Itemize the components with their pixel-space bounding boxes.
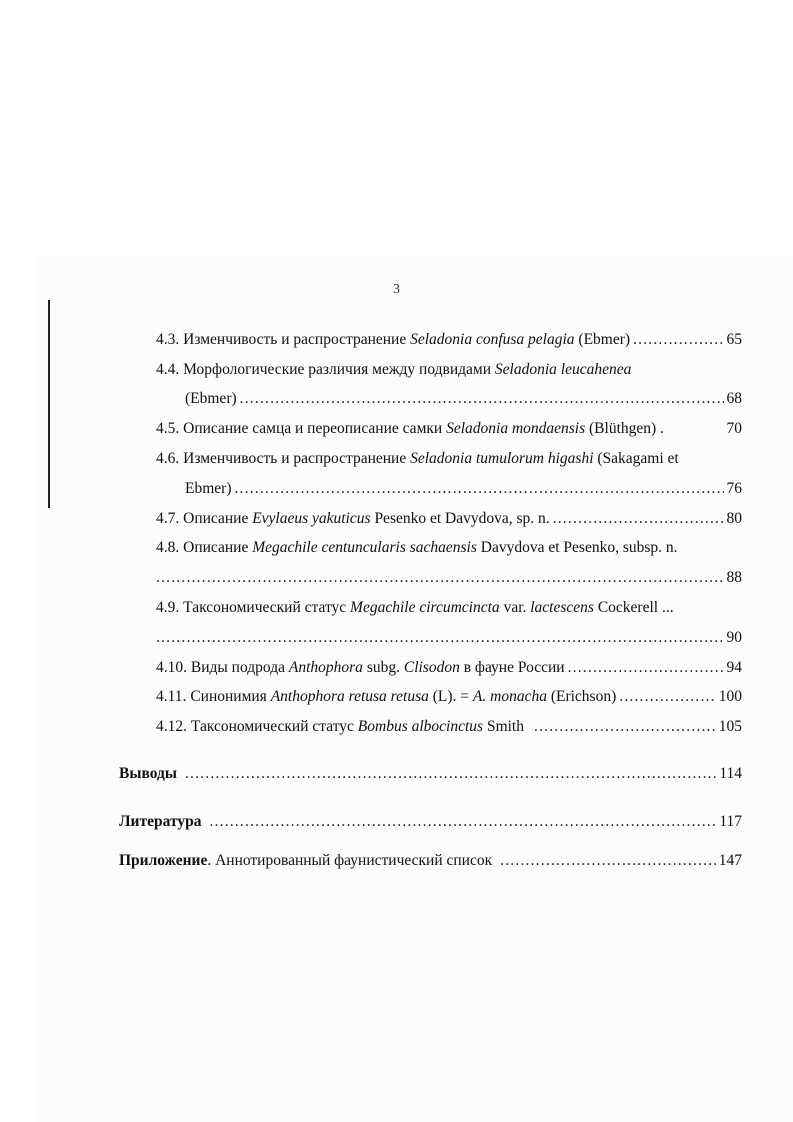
entry-author: Smith — [483, 718, 524, 735]
entry-taxon: Anthophora retusa retusa — [270, 688, 429, 705]
dot-leader — [234, 479, 723, 499]
dot-leader — [619, 687, 716, 707]
dot-leader — [156, 568, 724, 588]
toc-entry-4-3[interactable] — [156, 330, 742, 350]
entry-page: 70 — [726, 420, 742, 437]
entry-text: Изменчивость и распространение — [183, 450, 411, 467]
entry-number: 4.9. — [156, 599, 180, 616]
entry-number: 4.4. — [156, 361, 180, 378]
entry-text: Таксономический статус — [183, 599, 351, 616]
entry-text: Морфологические различия между подвидами — [183, 361, 495, 378]
entry-taxon-synonym: A. monacha — [472, 688, 547, 705]
dot-leader — [568, 658, 724, 678]
entry-author: (Sakagami et — [593, 450, 679, 467]
dot-leader — [500, 851, 716, 871]
dot-leader — [633, 330, 723, 350]
toc-entry-4-6-cont[interactable] — [185, 479, 742, 499]
entry-text-tail: в фауне России — [459, 659, 565, 676]
entry-author: (Ebmer) — [185, 390, 237, 407]
toc-entry-4-9-cont[interactable] — [156, 628, 742, 648]
dot-leader — [553, 509, 724, 529]
entry-taxon: Anthophora — [288, 659, 363, 676]
entry-author-synonym: (L). = — [428, 688, 473, 705]
toc-entry-4-4[interactable] — [156, 360, 742, 380]
entry-number: 4.6. — [156, 450, 180, 467]
entry-author: (Ebmer) — [574, 331, 631, 348]
entry-text: Виды подрода — [190, 659, 289, 676]
entry-taxon: Seladonia leucahenea — [494, 361, 632, 378]
entry-author: Pesenko et Davydova, sp. n. — [370, 510, 550, 527]
toc-entry-4-10[interactable] — [156, 658, 742, 678]
dot-leader — [185, 764, 716, 784]
entry-number: 4.8. — [156, 539, 180, 556]
entry-taxon: Megachile circumcincta — [350, 599, 500, 616]
entry-rank: var. — [499, 599, 531, 616]
entry-rank: subg. — [362, 659, 404, 676]
entry-page: 105 — [718, 718, 742, 735]
section-title: Литература — [119, 813, 202, 830]
dot-leader — [240, 389, 724, 409]
toc-entry-4-11[interactable] — [156, 687, 742, 707]
entry-page: 88 — [726, 569, 742, 586]
section-page: 114 — [719, 765, 742, 782]
entry-taxon: Seladonia mondaensis — [446, 420, 586, 437]
entry-taxon: Evylaeus yakuticus — [252, 510, 371, 527]
toc-entry-4-4-cont[interactable] — [185, 389, 742, 409]
entry-taxon: Megachile centuncularis sachaensis — [252, 539, 477, 556]
entry-author: Ebmer) — [185, 480, 232, 497]
entry-taxon: Seladonia confusa pelagia — [410, 331, 575, 348]
toc-section-literature[interactable] — [119, 812, 742, 832]
entry-page: 80 — [726, 510, 742, 527]
section-subtitle: . Аннотированный фаунистический список — [207, 852, 493, 869]
entry-taxon-variety: lactescens — [530, 599, 594, 616]
entry-page: 94 — [726, 659, 742, 676]
toc-section-conclusions[interactable] — [119, 764, 742, 784]
toc-section-appendix[interactable] — [119, 851, 742, 871]
toc-entry-4-8[interactable] — [156, 538, 742, 558]
entry-text: Описание самца и переописание самки — [183, 420, 447, 437]
toc-entry-4-5[interactable] — [156, 419, 742, 439]
page-number: 3 — [393, 282, 400, 297]
toc-entry-4-6[interactable] — [156, 449, 742, 469]
toc-entry-4-12[interactable] — [156, 717, 742, 737]
entry-page: 68 — [726, 390, 742, 407]
entry-text: Таксономический статус — [190, 718, 358, 735]
toc-entry-4-7[interactable] — [156, 509, 742, 529]
entry-number: 4.7. — [156, 510, 180, 527]
entry-number: 4.3. — [156, 331, 180, 348]
dot-leader — [156, 628, 724, 648]
entry-taxon-subgenus: Clisodon — [403, 659, 460, 676]
entry-author: Davydova et Pesenko, subsp. n. — [476, 539, 678, 556]
entry-number: 4.5. — [156, 420, 180, 437]
entry-page: 90 — [726, 629, 742, 646]
section-title: Приложение — [119, 852, 208, 869]
entry-author: (Erichson) — [546, 688, 617, 705]
entry-author: (Blüthgen) . — [585, 420, 664, 437]
entry-number: 4.11. — [156, 688, 187, 705]
entry-page: 100 — [718, 688, 742, 705]
section-page: 147 — [718, 852, 742, 869]
dot-leader — [534, 717, 716, 737]
entry-text: Описание — [183, 539, 253, 556]
entry-page: 76 — [726, 480, 742, 497]
dot-leader — [209, 812, 716, 832]
entry-taxon: Bombus albocinctus — [357, 718, 484, 735]
entry-text: Изменчивость и распространение — [183, 331, 411, 348]
entry-page: 65 — [726, 331, 742, 348]
section-title: Выводы — [119, 765, 177, 782]
entry-text: Описание — [183, 510, 253, 527]
entry-author: Cockerell ... — [593, 599, 674, 616]
entry-taxon: Seladonia tumulorum higashi — [410, 450, 594, 467]
entry-text: Синонимия — [190, 688, 271, 705]
toc-entry-4-8-cont[interactable] — [156, 568, 742, 588]
entry-number: 4.10. — [156, 659, 187, 676]
entry-number: 4.12. — [156, 718, 187, 735]
section-page: 117 — [719, 813, 742, 830]
toc-entry-4-9[interactable] — [156, 598, 742, 618]
